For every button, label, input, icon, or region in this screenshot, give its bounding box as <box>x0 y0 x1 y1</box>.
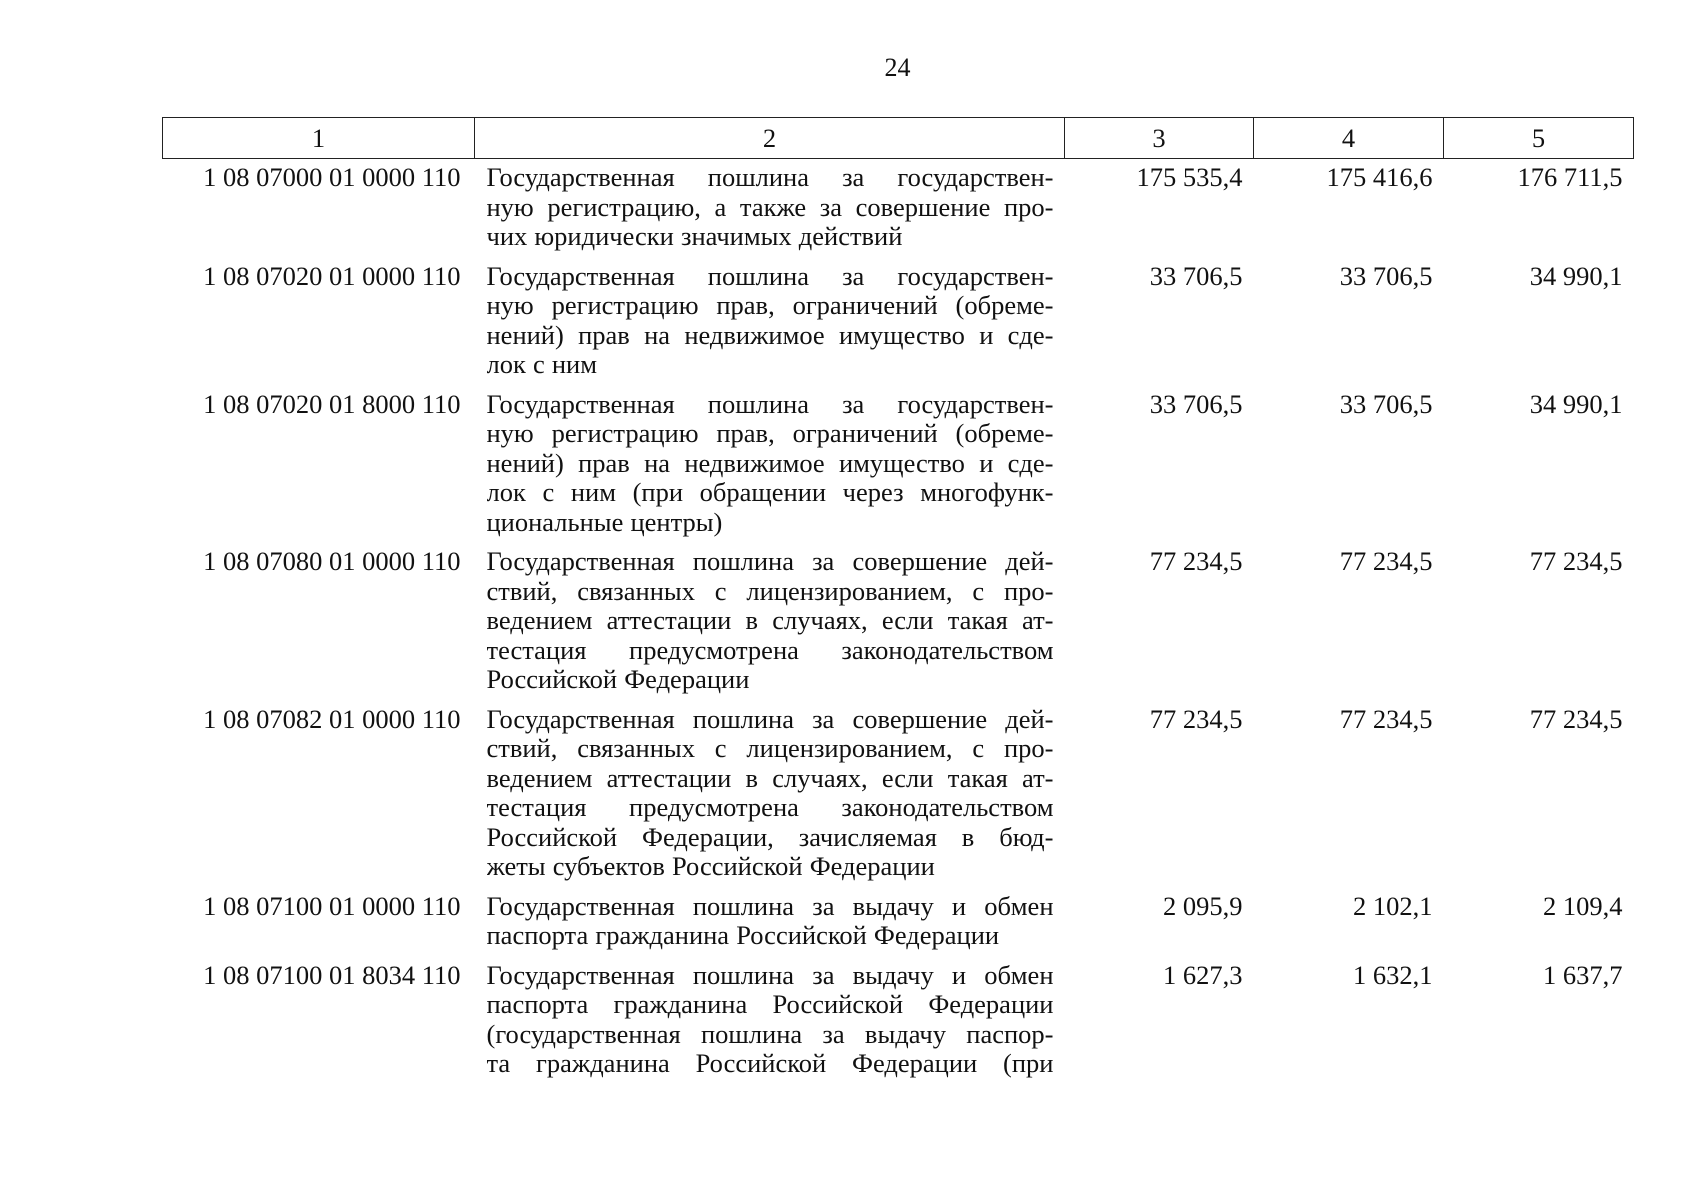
table-row <box>163 892 1634 951</box>
value-col-4: 175 416,6 <box>1326 162 1433 192</box>
value-col-5: 34 990,1 <box>1529 388 1623 419</box>
description-line: ведением аттестации в случаях, если такая ат- <box>486 763 1054 793</box>
description-line: жеты субъектов Российской Федерации <box>486 852 935 881</box>
description-line: Государственная пошлина за совершение дей- <box>486 547 1054 576</box>
budget-code: 1 08 07100 01 8034 110 <box>203 959 461 990</box>
value-col-5: 77 234,5 <box>1529 703 1623 734</box>
description-line: ствий, связанных с лицензированием, с про- <box>486 734 1054 763</box>
description-line: тестация предусмотрена законодательством <box>486 635 1054 665</box>
description-line: Государственная пошлина за государствен- <box>486 163 1054 192</box>
value-col-5: 2 109,4 <box>1543 890 1623 921</box>
value-col-3: 33 706,5 <box>1149 388 1243 419</box>
row-description <box>475 892 1065 951</box>
value-col-5: 1 637,7 <box>1543 959 1623 990</box>
budget-code: 1 08 07100 01 0000 110 <box>203 890 461 921</box>
column-header-4: 4 <box>1254 118 1444 159</box>
description-line: Российской Федерации, зачисляемая в бюд- <box>486 822 1054 852</box>
value-col-4: 2 102,1 <box>1353 890 1433 921</box>
description-line: Государственная пошлина за государствен- <box>486 389 1054 419</box>
description-line: тестация предусмотрена законодательством <box>486 793 1054 822</box>
description-line: ную регистрацию, а также за совершение про- <box>486 192 1054 222</box>
value-col-3: 77 234,5 <box>1149 703 1243 734</box>
budget-code: 1 08 07082 01 0000 110 <box>203 703 461 734</box>
value-col-4: 33 706,5 <box>1339 388 1433 419</box>
value-col-5: 34 990,1 <box>1529 260 1623 291</box>
column-header-3: 3 <box>1065 118 1254 159</box>
row-description <box>475 159 1065 252</box>
value-col-5: 77 234,5 <box>1529 546 1623 576</box>
description-line: лок с ним <box>486 350 597 379</box>
table-row <box>163 159 1634 252</box>
budget-code: 1 08 07000 01 0000 110 <box>203 162 461 192</box>
row-spacer <box>163 882 1634 892</box>
table-row <box>163 705 1634 882</box>
value-col-4: 1 632,1 <box>1353 959 1433 990</box>
value-col-3: 2 095,9 <box>1163 890 1243 921</box>
row-spacer <box>163 252 1634 262</box>
page-number: 24 <box>884 53 911 82</box>
value-col-5: 176 711,5 <box>1517 162 1623 192</box>
description-line: (государственная пошлина за выдачу паспор- <box>486 1019 1054 1049</box>
column-header-5: 5 <box>1444 118 1634 159</box>
row-spacer <box>163 380 1634 390</box>
table-row <box>163 262 1634 380</box>
row-description <box>475 547 1065 695</box>
description-line: Государственная пошлина за выдачу и обмен <box>486 891 1054 921</box>
table-row <box>163 390 1634 538</box>
value-col-3: 77 234,5 <box>1149 546 1243 576</box>
table-row <box>163 961 1634 1079</box>
table-header-row <box>163 118 1634 159</box>
description-line: ную регистрацию прав, ограничений (обреме- <box>486 291 1054 320</box>
row-description <box>475 262 1065 380</box>
description-line: нений) прав на недвижимое имущество и сде- <box>486 320 1054 350</box>
column-header-2: 2 <box>475 118 1065 159</box>
description-line: ведением аттестации в случаях, если такая ат- <box>486 606 1054 635</box>
row-spacer <box>163 695 1634 705</box>
description-line: ствий, связанных с лицензированием, с про- <box>486 576 1054 606</box>
row-spacer <box>163 951 1634 961</box>
row-description <box>475 705 1065 882</box>
value-col-4: 77 234,5 <box>1339 703 1433 734</box>
budget-code: 1 08 07020 01 0000 110 <box>203 260 461 291</box>
description-line: паспорта гражданина Российской Федерации <box>486 921 1000 950</box>
column-header-1: 1 <box>163 118 475 159</box>
value-col-3: 1 627,3 <box>1163 959 1243 990</box>
description-line: паспорта гражданина Российской Федерации <box>486 990 1054 1019</box>
budget-code: 1 08 07080 01 0000 110 <box>203 546 461 576</box>
description-line: чих юридически значимых действий <box>486 222 903 251</box>
description-line: Государственная пошлина за совершение дей- <box>486 704 1054 734</box>
table-body <box>163 159 1634 1079</box>
description-line: Российской Федерации <box>486 665 750 694</box>
table-row <box>163 547 1634 695</box>
row-description <box>475 961 1065 1079</box>
value-col-3: 33 706,5 <box>1149 260 1243 291</box>
budget-code: 1 08 07020 01 8000 110 <box>203 388 461 419</box>
revenue-table <box>162 117 1634 1079</box>
description-line: нений) прав на недвижимое имущество и сде- <box>486 448 1054 478</box>
description-line: та гражданина Российской Федерации (при <box>486 1049 1054 1078</box>
value-col-3: 175 535,4 <box>1136 162 1243 192</box>
description-line: Государственная пошлина за выдачу и обмен <box>486 960 1054 990</box>
value-col-4: 77 234,5 <box>1339 546 1433 576</box>
description-line: лок с ним (при обращении через многофунк- <box>486 478 1054 507</box>
description-line: циональные центры) <box>486 507 723 537</box>
description-line: Государственная пошлина за государствен- <box>486 261 1054 291</box>
row-description <box>475 390 1065 538</box>
value-col-4: 33 706,5 <box>1339 260 1433 291</box>
description-line: ную регистрацию прав, ограничений (обреме- <box>486 419 1054 448</box>
